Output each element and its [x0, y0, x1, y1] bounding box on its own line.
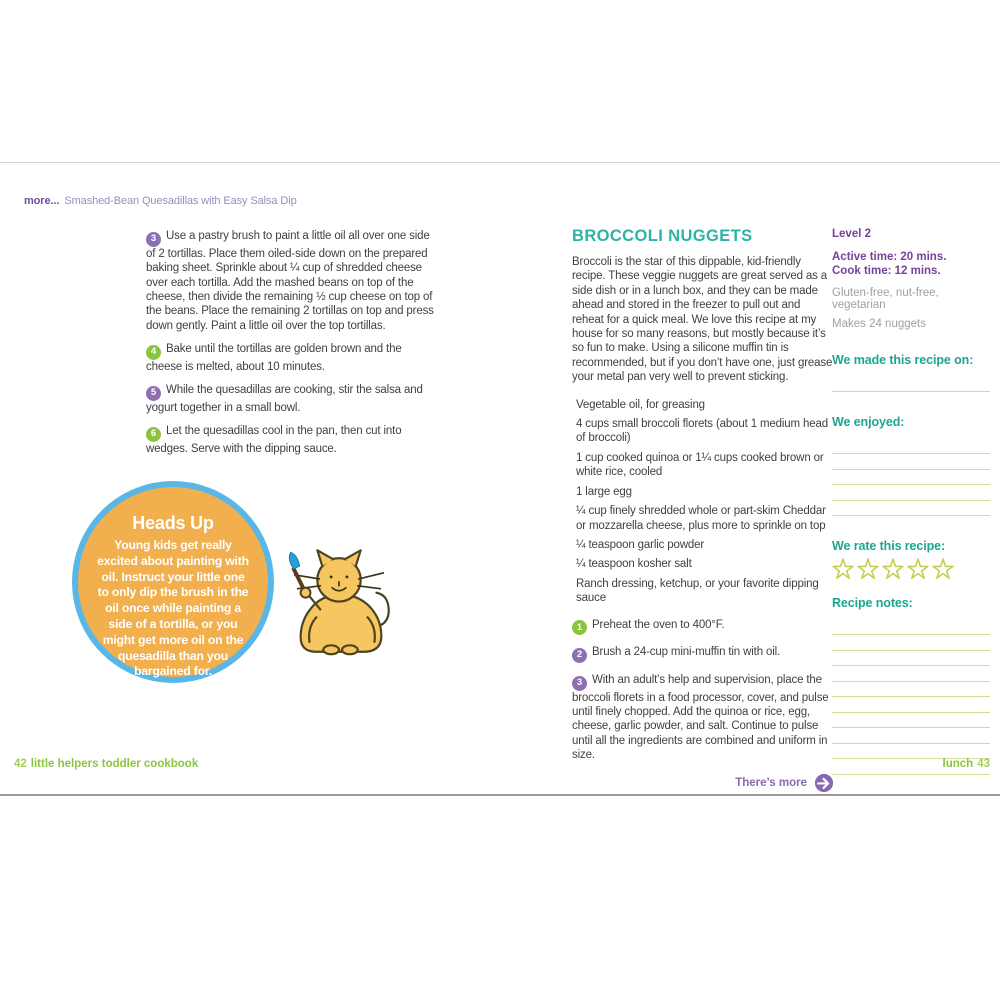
step-number-badge: 2: [572, 648, 587, 663]
left-page-steps: [146, 229, 440, 456]
book-title: little helpers toddler cookbook: [30, 758, 199, 770]
writing-line: [832, 391, 990, 392]
step-item: [146, 383, 440, 415]
step-text: Use a pastry brush to paint a little oil all over one side of 2 tortillas. Place them oiled-side down on the prepared baking sheet. Sprinkle about ¼ cup of shredded cheese over each tortilla. Add the mashed beans on top of the cheese, then divide the remaining ½ cup cheese on top of the beans. Place the remaining 2 tortillas on top and press down gently. Paint a little oil over the top tortillas.: [146, 230, 434, 332]
made-on-label: We made this recipe on:: [832, 353, 974, 367]
step-item: [572, 618, 834, 636]
page-bottom-edge: [0, 794, 1000, 796]
page-top-edge: [0, 162, 1000, 163]
ingredient-item: 4 cups small broccoli florets (about 1 medium head of broccoli): [576, 418, 829, 445]
recipe-intro: Broccoli is the star of this dippable, kid-friendly recipe. These veggie nuggets are great served as a side dish or in a lunch box, and they can be made ahead and stored in the freezer to pull out and reheat for a quick meal. We love this recipe at my house for so many reasons, but mostly because it’s so fun to make. Using a silicone muffin tin is recommended, but if you don’t have one, just grease your metal pan very well to prevent sticking.: [572, 256, 833, 384]
ingredient-item: ¼ teaspoon kosher salt: [576, 558, 692, 571]
step-number-badge: 3: [572, 676, 587, 691]
ingredient-item: 1 large egg: [576, 485, 632, 498]
recipe-info-sidebar: [832, 227, 990, 775]
step-item: [572, 673, 834, 763]
cook-time: Cook time: 12 mins.: [832, 265, 941, 277]
star-icon: [932, 558, 954, 580]
rating-stars: [832, 558, 990, 580]
right-page-main: [572, 227, 834, 793]
star-icon: [907, 558, 929, 580]
step-number-badge: 6: [146, 427, 161, 442]
step-text: Let the quesadillas cool in the pan, then cut into wedges. Serve with the dipping sauce.: [146, 425, 402, 456]
ingredient-list: [572, 398, 834, 606]
active-time: Active time: 20 mins.: [832, 251, 947, 263]
running-head: [24, 195, 297, 207]
dietary-info: Gluten-free, nut-free, vegetarian: [832, 287, 939, 311]
ingredient-item: 1 cup cooked quinoa or 1¼ cups cooked brown or white rice, cooled: [576, 451, 824, 479]
writing-line: [832, 743, 990, 744]
step-item: [572, 645, 834, 663]
ingredient-item: ¼ teaspoon garlic powder: [576, 538, 705, 551]
ingredient-item: ¼ cup finely shredded whole or part-skim Cheddar or mozzarella cheese, plus more to sprinkle on top: [576, 505, 826, 532]
ingredient-item: Vegetable oil, for greasing: [576, 398, 705, 411]
yield-info: Makes 24 nuggets: [832, 318, 926, 330]
right-page-steps: [572, 618, 834, 763]
writing-line: [832, 774, 990, 775]
step-item: [146, 342, 440, 374]
enjoyed-label: We enjoyed:: [832, 415, 905, 429]
step-number-badge: 1: [572, 620, 587, 635]
notes-label: Recipe notes:: [832, 596, 913, 610]
star-icon: [857, 558, 879, 580]
writing-line: [832, 634, 990, 635]
section-label: lunch: [942, 758, 974, 770]
arrow-circle-icon: [814, 773, 834, 793]
recipe-title: BROCCOLI NUGGETS: [572, 227, 753, 245]
step-text: Preheat the oven to 400°F.: [592, 618, 725, 631]
step-item: [146, 424, 440, 456]
star-icon: [832, 558, 854, 580]
heads-up-text: Young kids get really excited about painting with oil. Instruct your little one to only dip the brush in the oil once while painting a side of a tortilla, or you might get more oil on the quesadilla than you bargained for.: [97, 538, 249, 679]
step-number-badge: 5: [146, 386, 161, 401]
rate-label: We rate this recipe:: [832, 539, 946, 553]
heads-up-title: Heads Up: [132, 513, 214, 533]
star-icon: [882, 558, 904, 580]
step-number-badge: 3: [146, 232, 161, 247]
running-head-recipe-title: Smashed-Bean Quesadillas with Easy Salsa Dip: [64, 195, 297, 207]
heads-up-callout: [72, 481, 274, 683]
cat-illustration-svg: [276, 547, 404, 660]
theres-more: [572, 773, 834, 793]
step-text: Brush a 24-cup mini-muffin tin with oil.: [592, 646, 781, 659]
page-number-right: 43: [977, 758, 990, 770]
writing-line: [832, 500, 990, 501]
running-head-more-label: more...: [24, 195, 60, 207]
writing-line: [832, 650, 990, 651]
writing-line: [832, 681, 990, 682]
ingredient-item: Ranch dressing, ketchup, or your favorite dipping sauce: [576, 577, 819, 605]
step-text: Bake until the tortillas are golden brown and the cheese is melted, about 10 minutes.: [146, 343, 402, 373]
level-badge: Level 2: [832, 228, 871, 240]
step-item: [146, 229, 440, 333]
step-text: While the quesadillas are cooking, stir the salsa and yogurt together in a small bowl.: [146, 384, 423, 414]
cat-with-paintbrush-illustration: [276, 547, 404, 662]
writing-line: [832, 727, 990, 728]
step-text: With an adult’s help and supervision, place the broccoli florets in a food processor, cover, and pulse until finely chopped. Add the quinoa or rice, egg, cheese, garlic powder, and salt. Continue to pulse until all the ingredients are combined and uniform in size.: [572, 673, 829, 762]
footer-right: [943, 758, 990, 770]
writing-line: [832, 696, 990, 697]
footer-left: [14, 758, 198, 770]
writing-line: [832, 469, 990, 470]
step-number-badge: 4: [146, 345, 161, 360]
writing-line: [832, 515, 990, 516]
writing-line: [832, 484, 990, 485]
writing-line: [832, 665, 990, 666]
theres-more-label: There’s more: [735, 776, 807, 789]
writing-line: [832, 712, 990, 713]
writing-line: [832, 453, 990, 454]
page-number-left: 42: [14, 758, 27, 770]
